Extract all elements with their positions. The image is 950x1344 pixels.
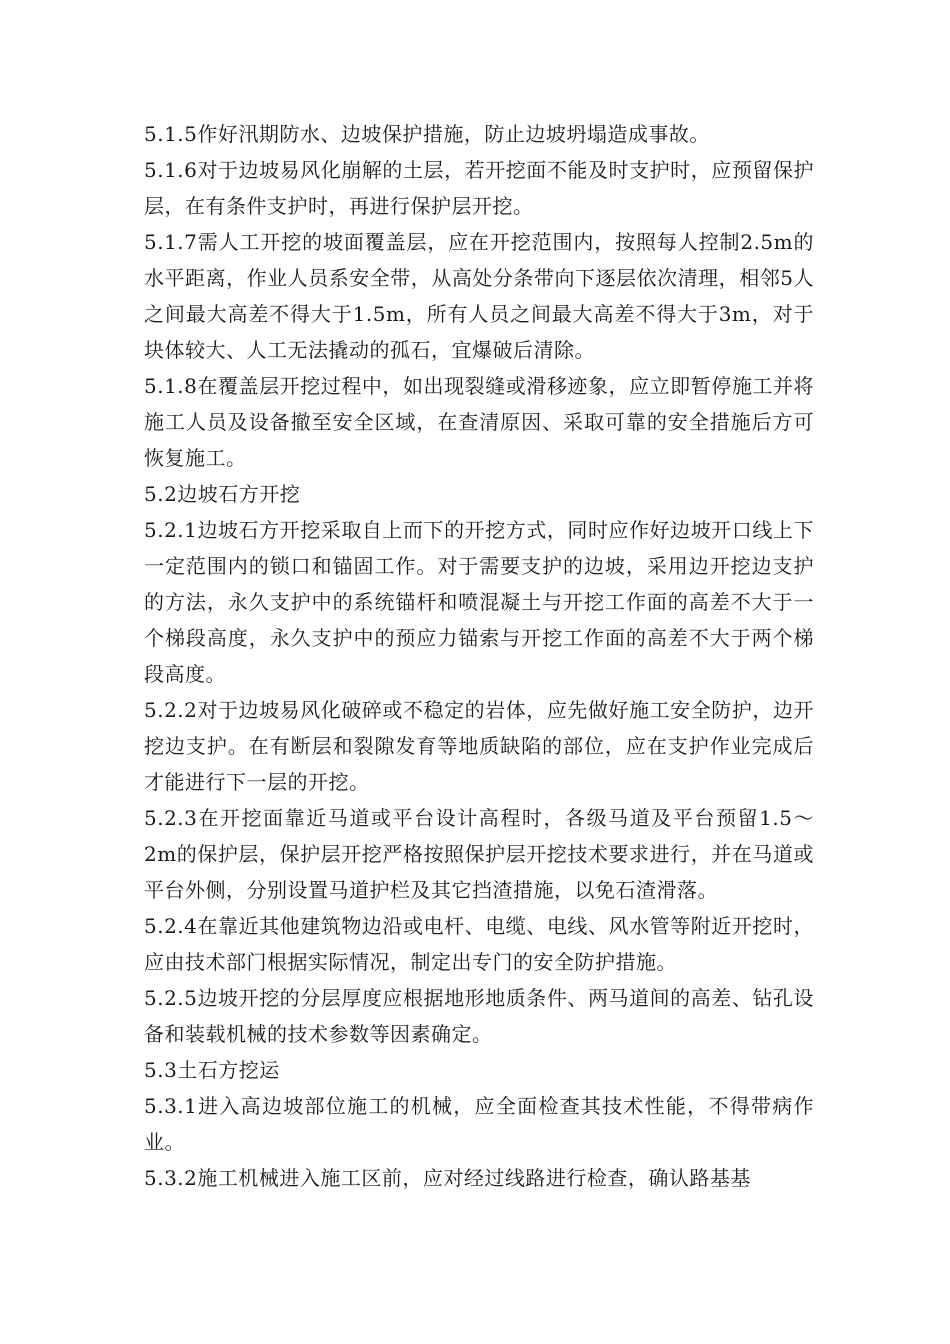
paragraph-5-2-5: 5.2.5边坡开挖的分层厚度应根据地形地质条件、两马道间的高差、钻孔设备和装载机械的技术参数等因素确定。 xyxy=(144,986,814,1046)
paragraph-5-2-1: 5.2.1边坡石方开挖采取自上而下的开挖方式，同时应作好边坡开口线上下一定范围内的锁口和锚固工作。对于需要支护的边坡，采用边开挖边支护的方法，永久支护中的系统锚杆和喷混凝土与开挖工作面的高差不大于一个梯段高度，永久支护中的预应力锚索与开挖工作面的高差不大于两个梯段高度。 xyxy=(144,518,814,686)
paragraph-5-2-4: 5.2.4在靠近其他建筑物边沿或电杆、电缆、电线、风水管等附近开挖时，应由技术部门根据实际情况，制定出专门的安全防护措施。 xyxy=(144,914,814,974)
paragraph-5-2-3: 5.2.3在开挖面靠近马道或平台设计高程时，各级马道及平台预留1.5～2m的保护层，保护层开挖严格按照保护层开挖技术要求进行，并在马道或平台外侧，分别设置马道护栏及其它挡渣措施，以免石渣滑落。 xyxy=(144,806,814,902)
document-body xyxy=(144,116,814,1196)
paragraph-5-3-2: 5.3.2施工机械进入施工区前，应对经过线路进行检查，确认路基基 xyxy=(144,1166,751,1190)
paragraph-5-3-1: 5.3.1进入高边坡部位施工的机械，应全面检查其技术性能，不得带病作业。 xyxy=(144,1094,814,1154)
section-heading-5-3: 5.3土石方挖运 xyxy=(144,1058,280,1082)
paragraph-5-1-6: 5.1.6对于边坡易风化崩解的土层，若开挖面不能及时支护时，应预留保护层，在有条件支护时，再进行保护层开挖。 xyxy=(144,158,814,218)
section-heading-5-2: 5.2边坡石方开挖 xyxy=(144,482,301,506)
paragraph-5-1-5: 5.1.5作好汛期防水、边坡保护措施，防止边坡坍塌造成事故。 xyxy=(144,122,710,146)
paragraph-5-1-7: 5.1.7需人工开挖的坡面覆盖层，应在开挖范围内，按照每人控制2.5m的水平距离，作业人员系安全带，从高处分条带向下逐层依次清理，相邻5人之间最大高差不得大于1.5m，所有人员之间最大高差不得大于3m，对于块体较大、人工无法撬动的孤石，宜爆破后清除。 xyxy=(144,230,814,362)
paragraph-5-2-2: 5.2.2对于边坡易风化破碎或不稳定的岩体，应先做好施工安全防护，边开挖边支护。在有断层和裂隙发育等地质缺陷的部位，应在支护作业完成后才能进行下一层的开挖。 xyxy=(144,698,814,794)
paragraph-5-1-8: 5.1.8在覆盖层开挖过程中，如出现裂缝或滑移迹象，应立即暂停施工并将施工人员及设备撤至安全区域，在查清原因、采取可靠的安全措施后方可恢复施工。 xyxy=(144,374,814,470)
